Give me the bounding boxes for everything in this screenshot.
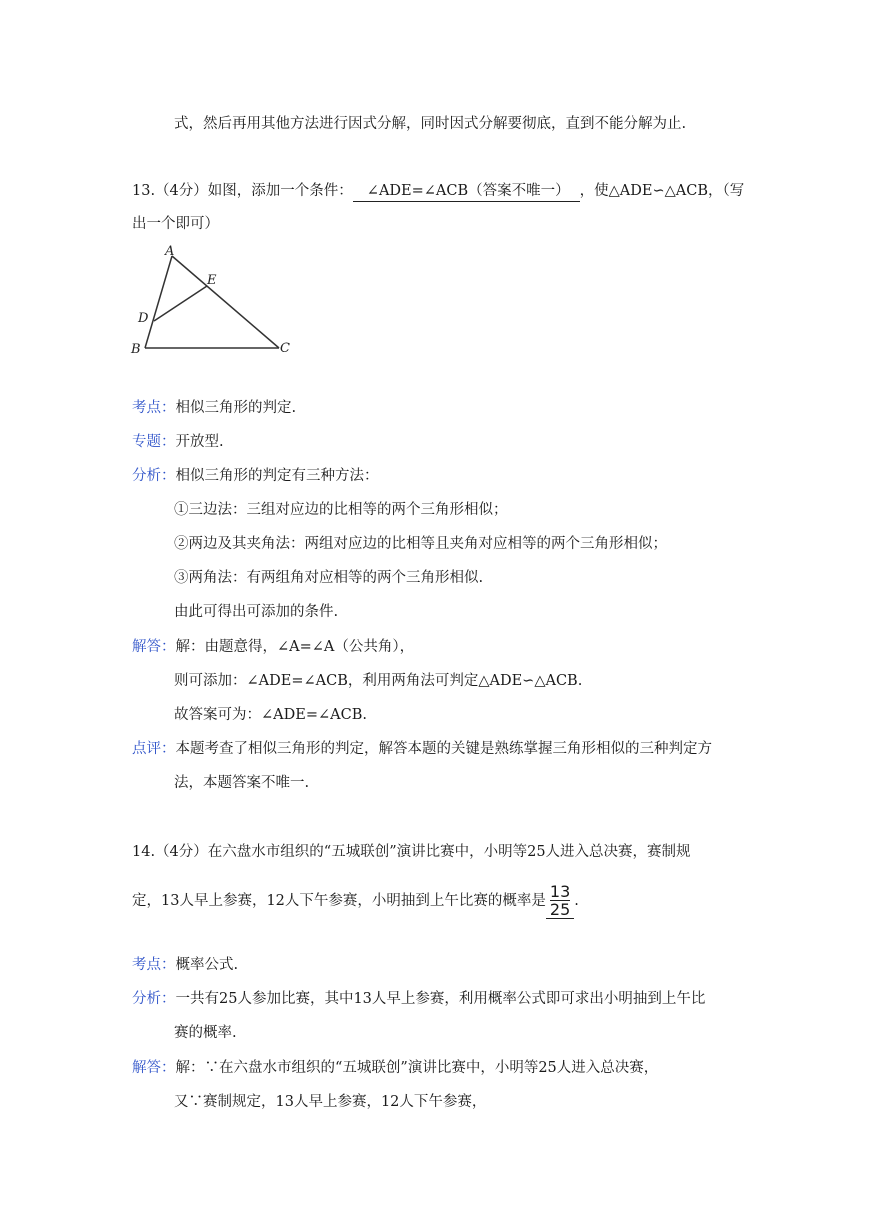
q14-fenxi	[132, 989, 705, 1009]
q13-stem-prefix: 13.（4分）如图，添加一个条件：	[132, 183, 353, 199]
q14-answer-fraction	[546, 883, 574, 919]
q13-jieda	[132, 637, 414, 657]
jieda-label: 解答：	[132, 1060, 176, 1076]
fenxi-line: 由此可得出可添加的条件.	[174, 604, 339, 620]
jieda-line: 故答案可为：∠ADE=∠ACB.	[174, 707, 367, 723]
fenxi-label: 分析：	[132, 991, 176, 1007]
q14-jieda	[132, 1058, 658, 1078]
dianping-label: 点评：	[132, 741, 176, 757]
q14-stem-suffix: .	[574, 893, 579, 909]
jieda-line: 则可添加：∠ADE=∠ACB，利用两角法可判定△ADE∽△ACB.	[174, 673, 583, 689]
dianping-line: 法，本题答案不唯一.	[174, 775, 310, 791]
q13-answer-blank: ∠ADE=∠ACB（答案不唯一）	[353, 181, 580, 202]
kaodian-text: 概率公式.	[175, 957, 239, 973]
q13-stem	[132, 181, 744, 202]
fenxi-line: 相似三角形的判定有三种方法：	[175, 468, 379, 484]
vertex-e-label: E	[207, 273, 217, 288]
fraction-denominator: 25	[549, 900, 571, 919]
zhuanti-text: 开放型.	[175, 434, 224, 450]
fenxi-line: 一共有25人参加比赛，其中13人早上参赛，利用概率公式即可求出小明抽到上午比	[175, 991, 706, 1007]
kaodian-label: 考点：	[132, 400, 176, 416]
q13-fenxi	[132, 466, 379, 486]
jieda-line: 解：由题意得，∠A=∠A（公共角），	[175, 639, 415, 655]
fenxi-label: 分析：	[132, 468, 176, 484]
vertex-b-label: B	[131, 342, 141, 357]
triangle-figure	[125, 240, 305, 360]
q14-kaodian	[132, 955, 238, 975]
q13-stem-suffix: ，使△ADE∽△ACB，（写	[579, 183, 745, 199]
fraction-numerator: 13	[549, 882, 571, 901]
q14-stem-line2	[132, 883, 579, 919]
q13-zhuanti	[132, 432, 224, 452]
fenxi-line: ②两边及其夹角法：两组对应边的比相等且夹角对应相等的两个三角形相似；	[174, 536, 667, 552]
q13-dianping	[132, 739, 712, 759]
kaodian-text: 相似三角形的判定.	[175, 400, 297, 416]
zhuanti-label: 专题：	[132, 434, 176, 450]
side-ab	[145, 256, 172, 348]
side-ac	[172, 256, 279, 348]
fenxi-line: ①三边法：三组对应边的比相等的两个三角形相似；	[174, 502, 508, 518]
intro-line: 式，然后再用其他方法进行因式分解，同时因式分解要彻底，直到不能分解为止.	[174, 116, 687, 132]
kaodian-label: 考点：	[132, 957, 176, 973]
jieda-line: 又∵赛制规定，13人早上参赛，12人下午参赛，	[174, 1094, 487, 1110]
q13-kaodian	[132, 398, 296, 418]
fenxi-line: ③两角法：有两组角对应相等的两个三角形相似.	[174, 570, 484, 586]
vertex-d-label: D	[138, 311, 149, 326]
q14-stem-line1: 14.（4分）在六盘水市组织的“五城联创”演讲比赛中，小明等25人进入总决赛，赛制规	[132, 844, 691, 860]
q13-stem-line2: 出一个即可）	[132, 216, 219, 232]
q14-stem-prefix: 定，13人早上参赛，12人下午参赛，小明抽到上午比赛的概率是	[132, 893, 546, 909]
vertex-a-label: A	[165, 244, 175, 259]
jieda-line: 解：∵在六盘水市组织的“五城联创”演讲比赛中，小明等25人进入总决赛，	[175, 1060, 659, 1076]
fenxi-line: 赛的概率.	[174, 1025, 237, 1041]
dianping-line: 本题考查了相似三角形的判定，解答本题的关键是熟练掌握三角形相似的三种判定方	[175, 741, 712, 757]
jieda-label: 解答：	[132, 639, 176, 655]
vertex-c-label: C	[280, 341, 290, 356]
